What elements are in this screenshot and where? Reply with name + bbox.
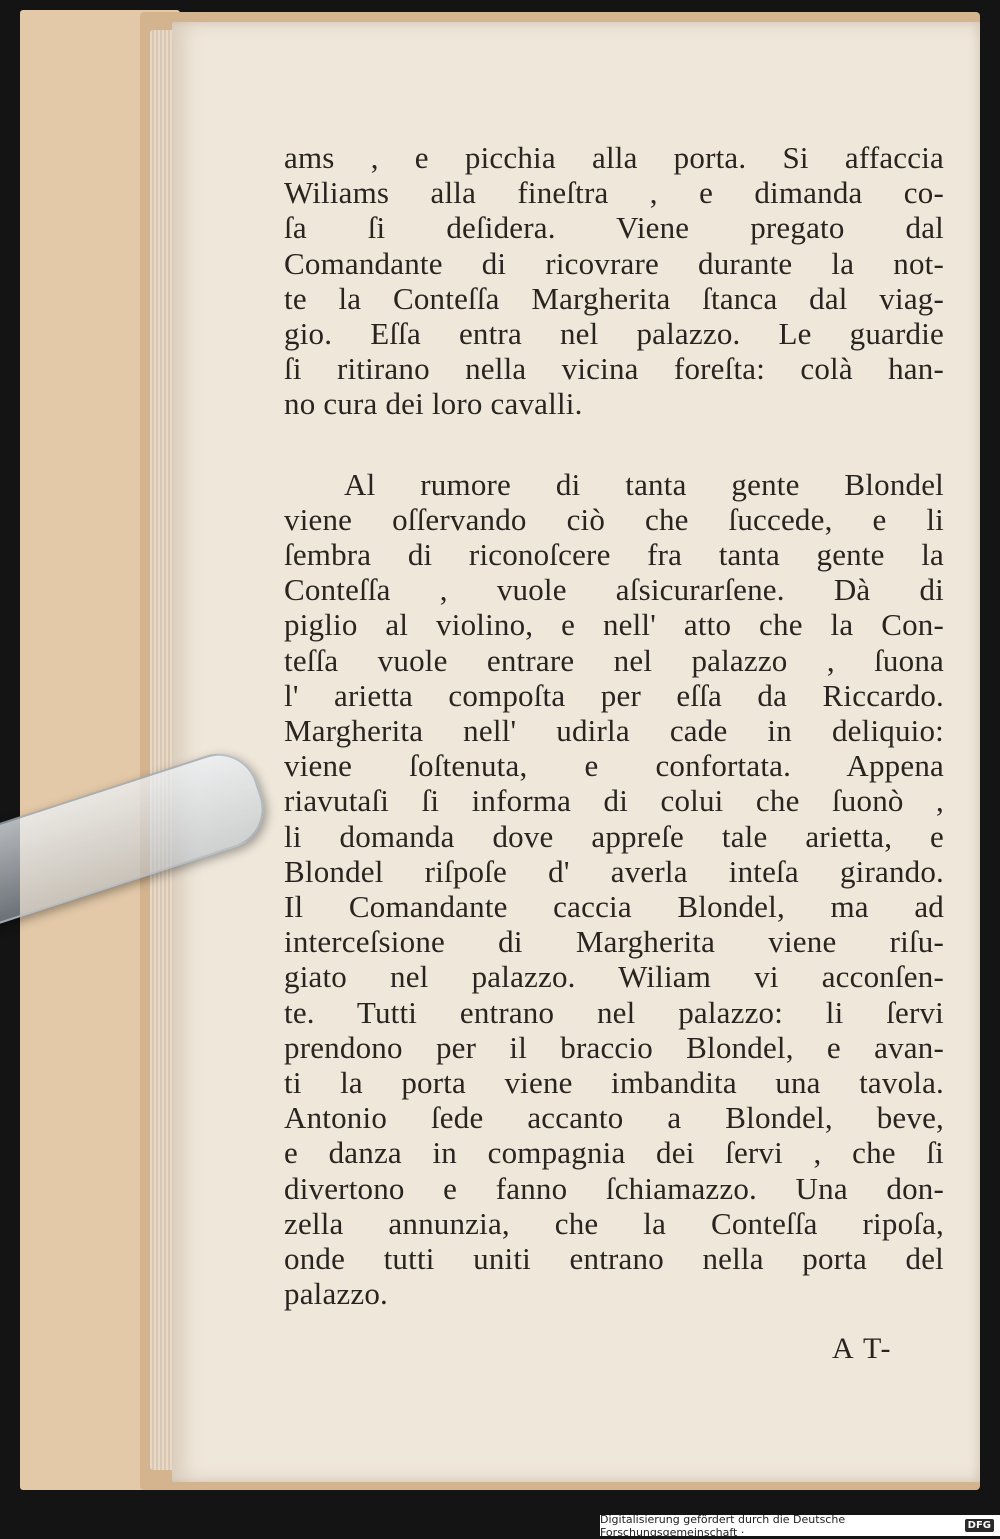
text-line: Antonio ſede accanto a Blondel, beve, (284, 1100, 944, 1136)
text-line: Margherita nell' udirla cade in deliquio: (284, 713, 944, 749)
text-line: riavutaſi ſi informa di colui che ſuonò , (284, 783, 944, 819)
footer-text: Digitalisierung gefördert durch die Deutsche Forschungsgemeinschaft · (600, 1512, 846, 1539)
text-line: zella annunzia, che la Conteſſa ripoſa, (284, 1205, 944, 1241)
text-line: Conteſſa , vuole aſsicurarſene. Dà di (284, 572, 944, 608)
text-line: teſſa vuole entrare nel palazzo , ſuona (284, 642, 944, 678)
catchword: A T- (832, 1332, 893, 1365)
text-line: no cura dei loro cavalli. (284, 386, 583, 422)
text-line: gio. Eſſa entra nel palazzo. Le guardie (284, 316, 944, 352)
text-line: onde tutti uniti entrano nella porta del (284, 1241, 944, 1277)
book-page (172, 22, 980, 1482)
text-line: te la Conteſſa Margherita ſtanca dal viag- (284, 280, 944, 316)
text-line: li domanda dove appreſe tale arietta, e (284, 818, 944, 854)
text-line: l' arietta compoſta per eſſa da Riccardo. (284, 677, 944, 713)
text-line: interceſsione di Margherita viene riſu- (284, 924, 944, 960)
text-line: Al rumore di tanta gente Blondel (344, 466, 944, 502)
text-line: ſembra di riconoſcere fra tanta gente la (284, 537, 944, 573)
text-line: Comandante di ricovrare durante la not- (284, 245, 944, 281)
text-line: ti la porta viene imbandita una tavola. (284, 1065, 944, 1101)
text-line: Il Comandante caccia Blondel, ma ad (284, 889, 944, 925)
text-line: ſa ſi deſidera. Viene pregato dal (284, 210, 944, 246)
digitization-footer (600, 1512, 1000, 1539)
text-line: ams , e picchia alla porta. Si affaccia (284, 140, 944, 175)
dfg-logo: DFG (965, 1519, 994, 1532)
text-line: Blondel riſpoſe d' averla inteſa girando. (284, 853, 944, 889)
text-line: ſi ritirano nella vicina foreſta: colà han- (284, 351, 944, 387)
text-line: e danza in compagnia dei ſervi , che ſi (284, 1135, 944, 1171)
text-line: viene oſſervando ciò che ſuccede, e li (284, 501, 944, 537)
text-line: giato nel palazzo. Wiliam vi acconſen- (284, 959, 944, 995)
paragraph-1 (284, 140, 944, 422)
text-line: viene ſoſtenuta, e confortata. Appena (284, 748, 944, 784)
paragraph-gap (284, 422, 944, 467)
paragraph-2 (284, 467, 944, 1312)
text-line: divertono e fanno ſchiamazzo. Una don- (284, 1170, 944, 1206)
text-line: prendono per il braccio Blondel, e avan- (284, 1029, 944, 1065)
text-line: Wiliams alla fineſtra , e dimanda co- (284, 175, 944, 211)
text-line: piglio al violino, e nell' atto che la Con- (284, 607, 944, 643)
text-line: palazzo. (284, 1276, 388, 1312)
text-line: te. Tutti entrano nel palazzo: li ſervi (284, 994, 944, 1030)
text-block (284, 140, 944, 1312)
